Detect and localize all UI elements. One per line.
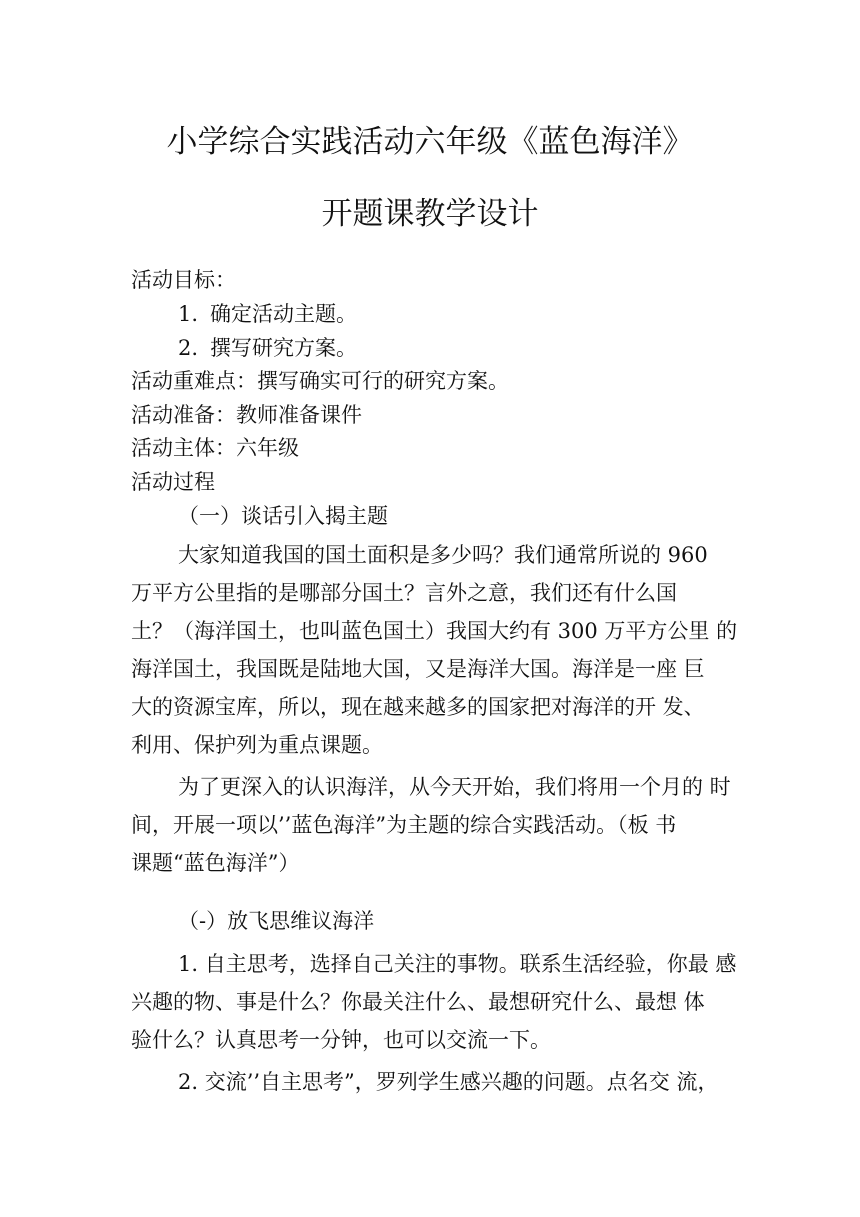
objective-number: 2. (178, 336, 199, 360)
paragraph-line: 万平方公里指的是哪部分国土？言外之意，我们还有什么国 (131, 581, 677, 605)
objective-item (178, 299, 357, 329)
preparation: 活动准备：教师准备课件 (131, 403, 362, 427)
section1-paragraph1 (131, 536, 738, 764)
paragraph-line: 利用、保护列为重点课题。 (131, 733, 383, 757)
paragraph-line: 验什么？认真思考一分钟，也可以交流一下。 (131, 1028, 551, 1052)
section2-paragraph2 (131, 1063, 728, 1101)
paragraph-line: 土？（海洋国土，也叫蓝色国土）我国大约有 300 万平方公里 的 (131, 619, 738, 643)
section2-paragraph1 (131, 945, 737, 1059)
section1-paragraph2 (131, 768, 731, 882)
document-title-line2: 开题课教学设计 (321, 196, 539, 232)
document-title-line1: 小学综合实践活动六年级《蓝色海洋》 (166, 124, 694, 160)
paragraph-line: 课题“蓝色海洋”） (131, 851, 300, 875)
paragraph-line: 间，开展一项以’’蓝色海洋”为主题的综合实践活动。（板 书 (131, 813, 677, 837)
paragraph-line: 1. 自主思考，选择自己关注的事物。联系生活经验，你最 感 (178, 952, 737, 976)
objectives-label: 活动目标： (131, 268, 236, 292)
process-label: 活动过程 (131, 470, 215, 494)
paragraph-line: 为了更深入的认识海洋，从今天开始，我们将用一个月的 时 (178, 775, 731, 799)
paragraph-line: 2. 交流’’自主思考”，罗列学生感兴趣的问题。点名交 流， (178, 1070, 719, 1094)
objective-number: 1. (178, 302, 199, 326)
section1-heading: （一）谈话引入揭主题 (178, 504, 388, 528)
section2-heading: （-）放飞思维议海洋 (178, 909, 375, 933)
subject: 活动主体：六年级 (131, 436, 299, 460)
paragraph-line: 兴趣的物、事是什么？你最关注什么、最想研究什么、最想 体 (131, 990, 705, 1014)
paragraph-line: 大的资源宝库，所以，现在越来越多的国家把对海洋的开 发、 (131, 695, 705, 719)
objective-text: 撰写研究方案。 (210, 336, 357, 360)
paragraph-line: 海洋国土，我国既是陆地大国，又是海洋大国。海洋是一座 巨 (131, 657, 705, 681)
objective-item (178, 333, 357, 363)
objective-text: 确定活动主题。 (210, 302, 357, 326)
key-difficulty: 活动重难点：撰写确实可行的研究方案。 (131, 369, 509, 393)
paragraph-line: 大家知道我国的国土面积是多少吗？我们通常所说的 960 (178, 543, 708, 567)
